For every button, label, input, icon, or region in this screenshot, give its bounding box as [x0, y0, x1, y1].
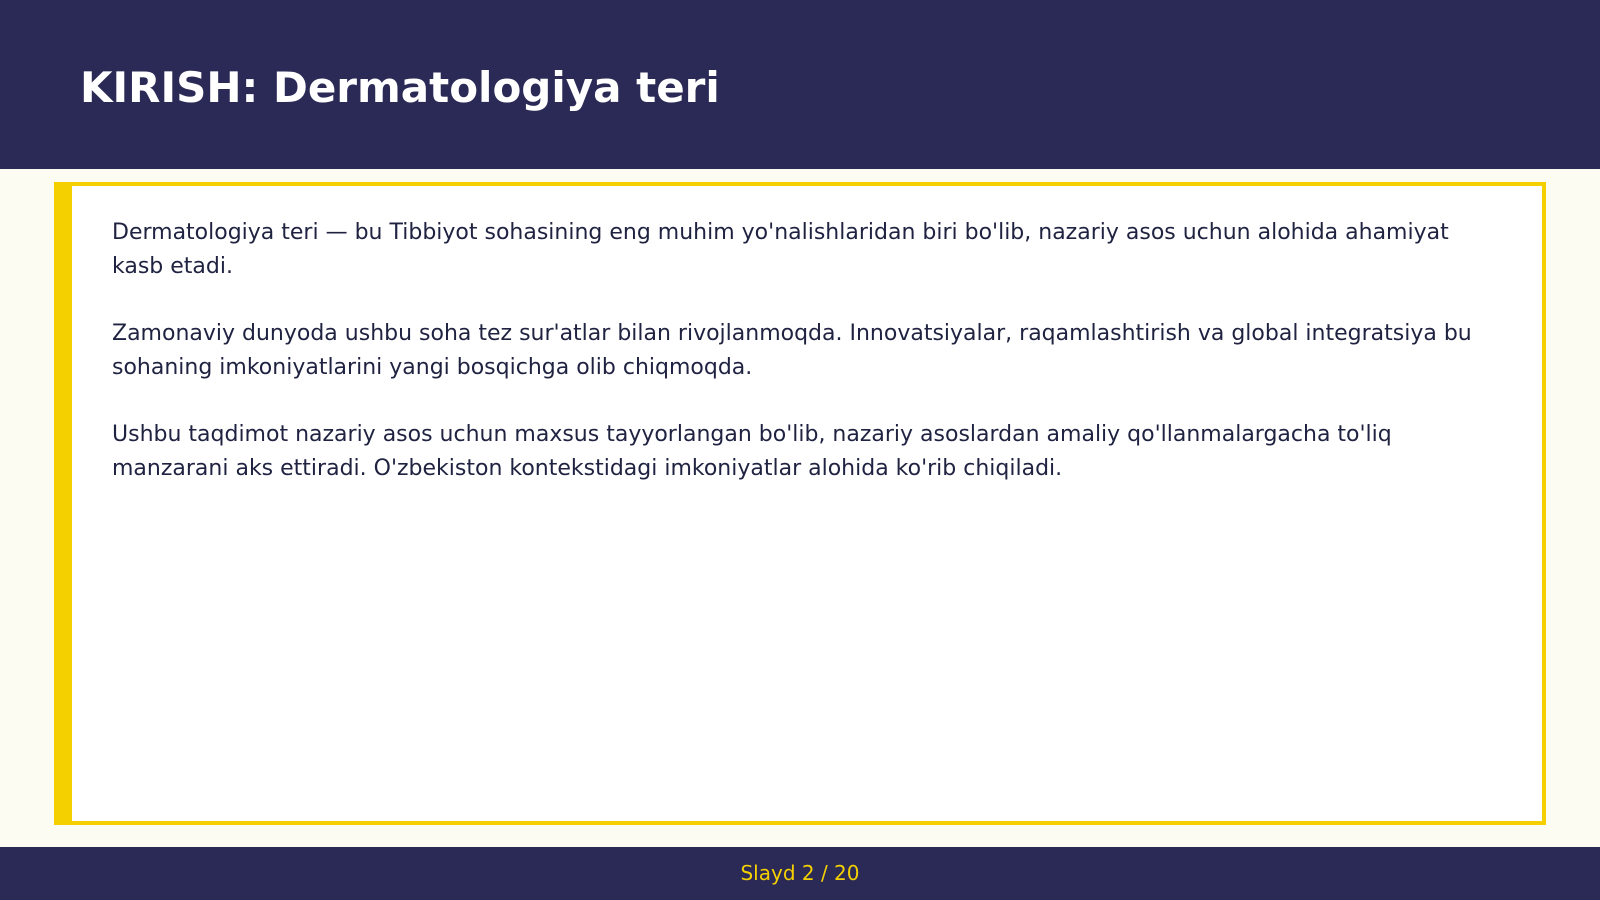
- slide-header: [0, 0, 1600, 169]
- paragraph-modern-world: Zamonaviy dunyoda ushbu soha tez sur'atlar bilan rivojlanmoqda. Innovatsiyalar, raqamlashtirish va global integratsiya bu sohaning imkoniyatlarini yangi bosqichga olib chiqmoqda.: [112, 321, 1472, 380]
- slide-number: Slayd 2 / 20: [740, 861, 860, 885]
- slide-footer: [0, 847, 1600, 900]
- paragraph-presentation-purpose: Ushbu taqdimot nazariy asos uchun maxsus tayyorlangan bo'lib, nazariy asoslardan amaliy qo'llanmalargacha to'liq manzarani aks ettiradi. O'zbekiston kontekstidagi imkoniyatlar alohida ko'rib chiqiladi.: [112, 422, 1392, 481]
- slide-title: KIRISH: Dermatologiya teri: [80, 63, 720, 112]
- paragraph-intro: Dermatologiya teri — bu Tibbiyot sohasining eng muhim yo'nalishlaridan biri bo'lib, nazariy asos uchun alohida ahamiyat kasb etadi.: [112, 220, 1449, 279]
- content-card: [54, 182, 1546, 825]
